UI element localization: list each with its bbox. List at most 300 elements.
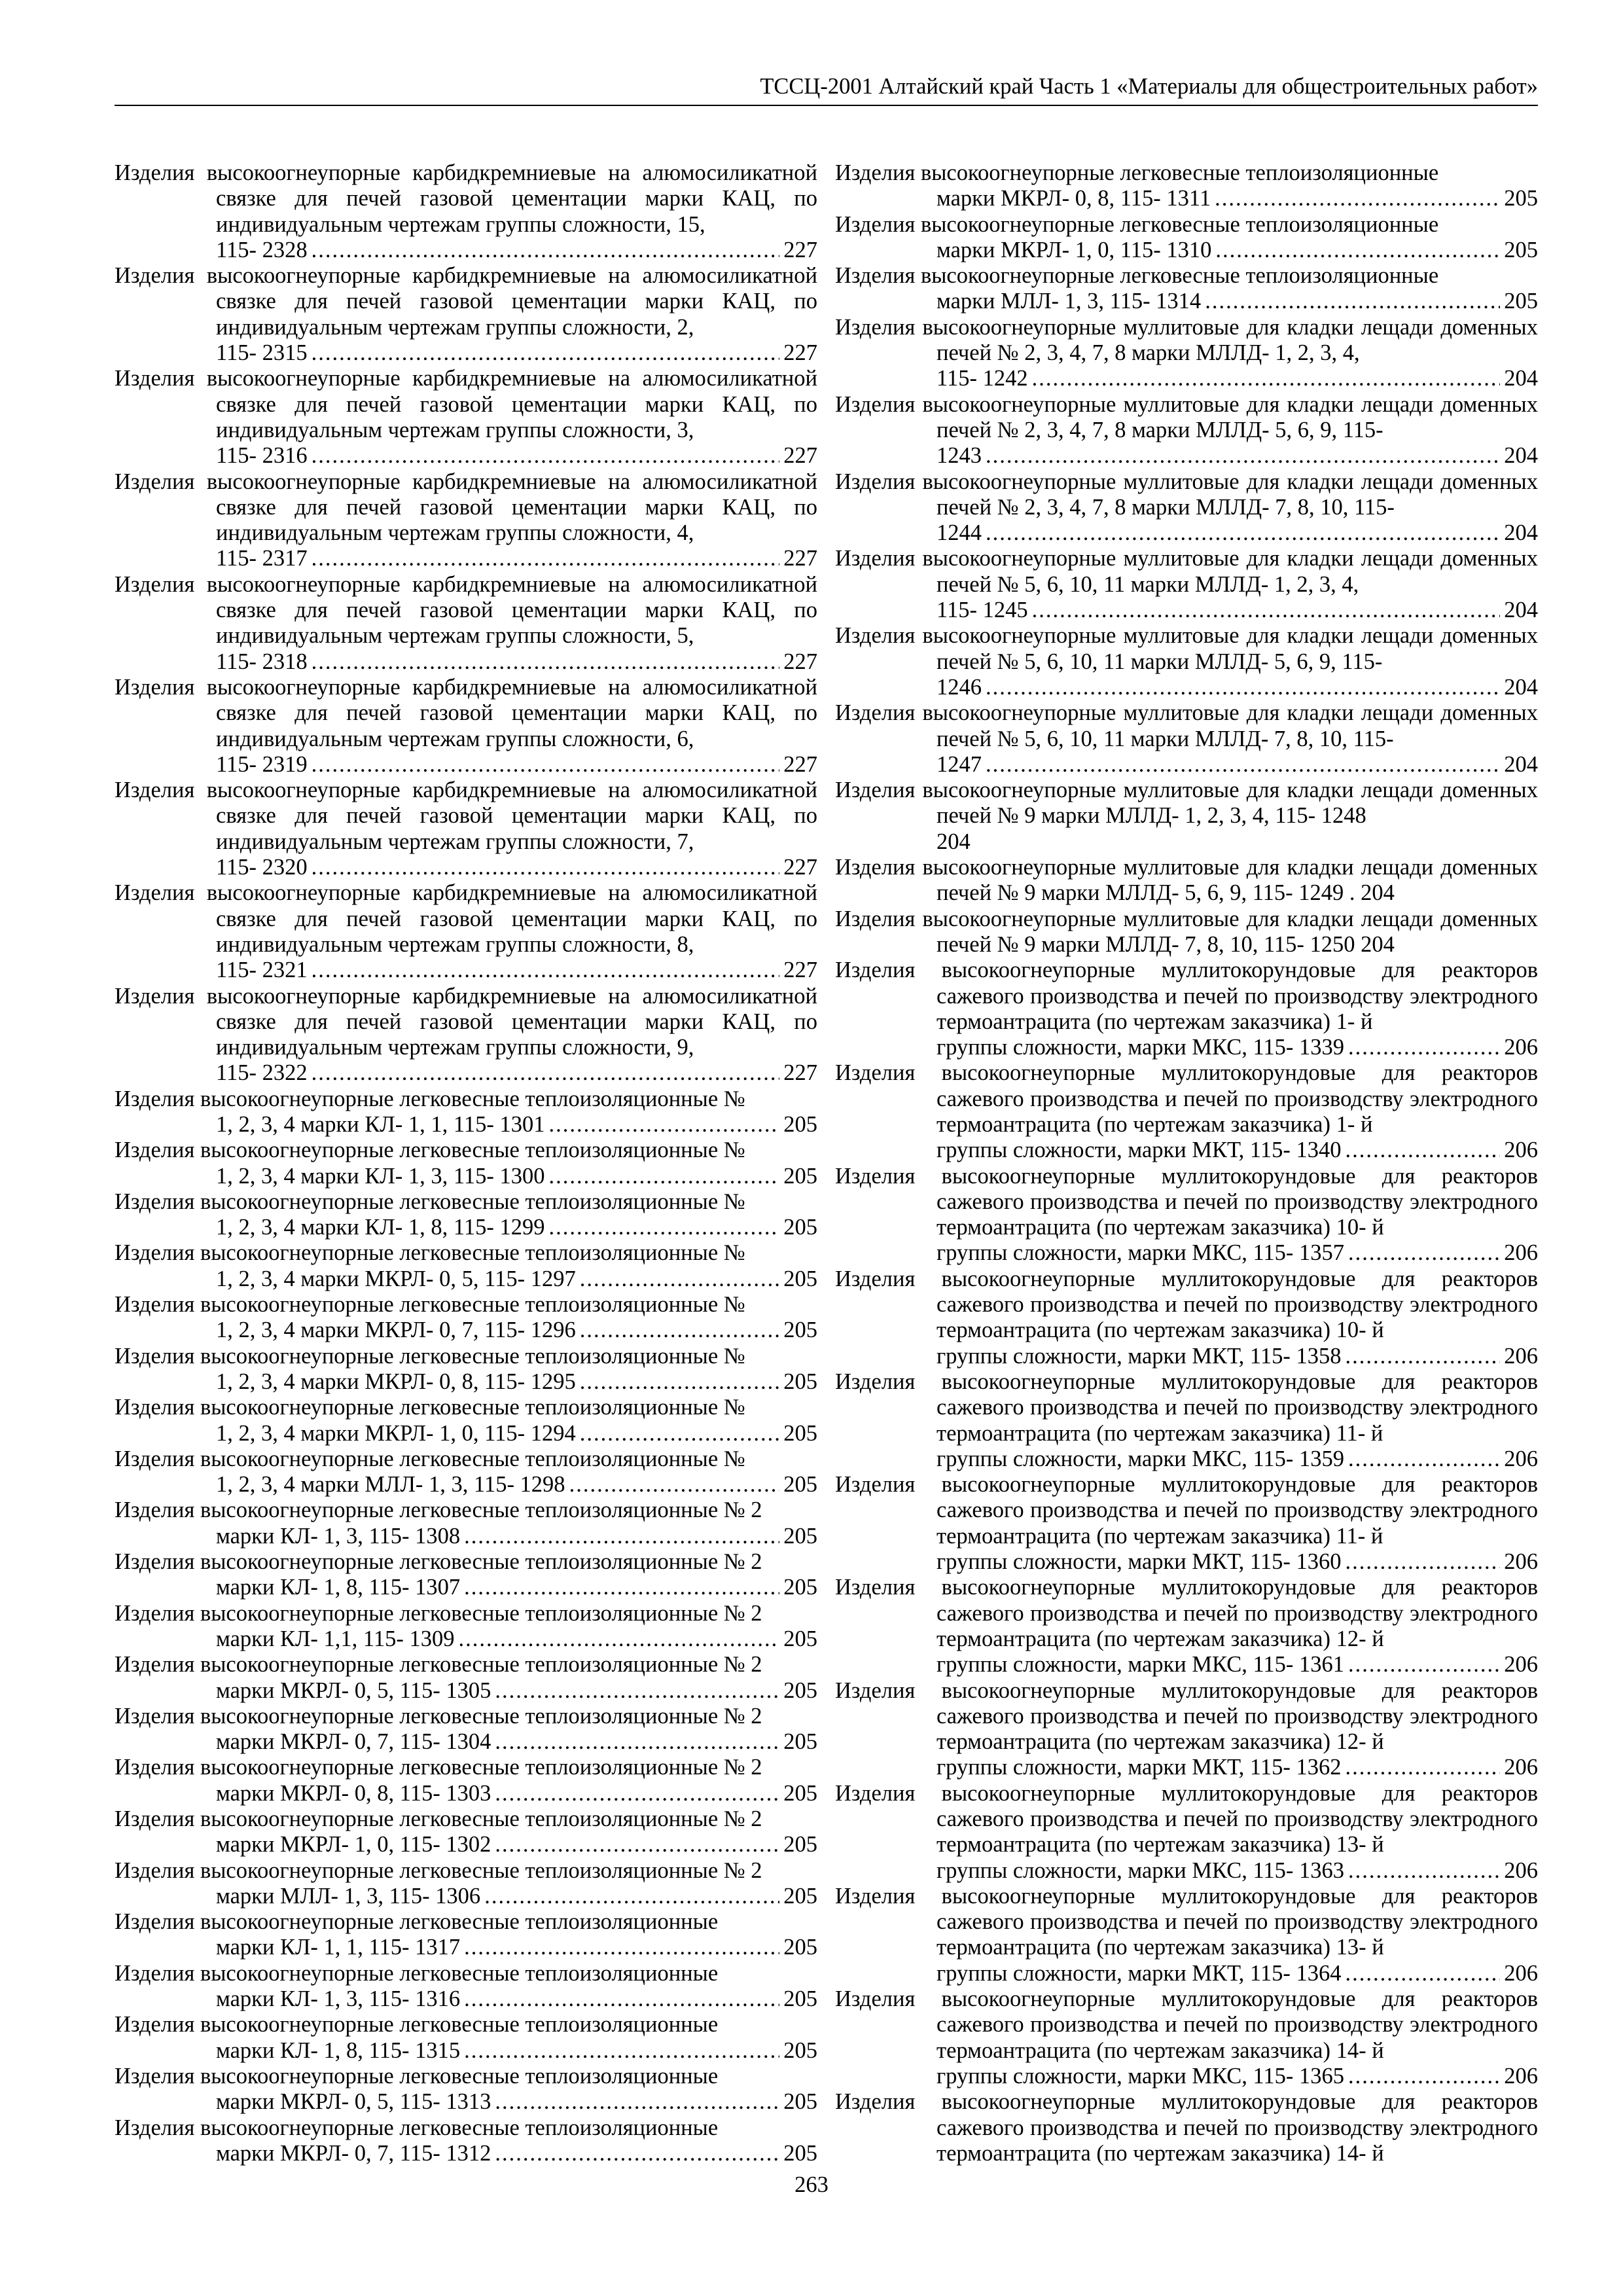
- entry-page-ref: 204: [1504, 366, 1538, 391]
- index-entry: [115, 366, 817, 469]
- dot-leader: [549, 1215, 780, 1240]
- index-entry: [115, 778, 817, 880]
- index-entry: [115, 1446, 817, 1498]
- entry-code: группы сложности, марки МКТ, 115- 1358: [936, 1343, 1342, 1369]
- entry-page-ref: 227: [783, 958, 817, 983]
- dot-leader: [495, 2089, 779, 2115]
- index-entry: [115, 1704, 817, 1755]
- entry-final-line: [216, 1215, 817, 1240]
- entry-final-line: [216, 1318, 817, 1343]
- index-entry: [115, 1498, 817, 1549]
- index-entry: [115, 469, 817, 572]
- entry-page-ref: 205: [783, 2037, 817, 2063]
- index-entry: [115, 572, 817, 675]
- running-header: ТССЦ-2001 Алтайский край Часть 1 «Материалы для общестроительных работ»: [760, 74, 1538, 99]
- index-entry: [115, 1909, 817, 1961]
- entry-text: Изделия высокоогнеупорные карбидкремниевые на алюмосиликатной связке для печей газовой цементации марки КАЦ, по индивидуальным чертежам группы сложности, 4,: [115, 469, 817, 546]
- entry-final-line: [216, 752, 817, 778]
- entry-page-ref: 204: [936, 829, 971, 854]
- entry-final-line: [216, 1832, 817, 1857]
- entry-text: Изделия высокоогнеупорные карбидкремниевые на алюмосиликатной связке для печей газовой цементации марки КАЦ, по индивидуальным чертежам группы сложности, 5,: [115, 571, 817, 649]
- entry-page-ref: 227: [783, 546, 817, 571]
- index-entry: [115, 1138, 817, 1189]
- dot-leader: [495, 1832, 779, 1857]
- entry-page-ref: 205: [783, 1523, 817, 1549]
- entry-code: марки МКРЛ- 0, 5, 115- 1313: [216, 2089, 491, 2115]
- dot-leader: [1348, 1858, 1500, 1884]
- index-entry: [115, 1086, 817, 1138]
- index-entry: [115, 1344, 817, 1395]
- entry-final-line: [216, 1678, 817, 1704]
- entry-text: Изделия высокоогнеупорные муллитовые для кладки лещади доменных печей № 2, 3, 4, 7, 8 марки МЛЛД- 1, 2, 3, 4,: [835, 314, 1538, 366]
- entry-final-line: [936, 1240, 1538, 1266]
- entry-final-line: [216, 1060, 817, 1086]
- entry-final-line: [936, 1344, 1538, 1369]
- entry-page-ref: 205: [783, 1626, 817, 1651]
- entry-code: 1, 2, 3, 4 марки МКРЛ- 1, 0, 115- 1294: [216, 1420, 576, 1446]
- entry-text: Изделия высокоогнеупорные муллитокорундовые для реакторов сажевого производства и печей по производству электродного термоантрацита (по чертежам заказчика) 1- й: [835, 958, 1538, 1034]
- entry-page-ref: 227: [783, 340, 817, 366]
- index-entry: [115, 1549, 817, 1601]
- entry-text: Изделия высокоогнеупорные муллитокорундовые для реакторов сажевого производства и печей по производству электродного термоантрацита (по чертежам заказчика) 10- й: [835, 1163, 1538, 1240]
- entry-text: Изделия высокоогнеупорные легковесные теплоизоляционные № 2: [115, 1498, 762, 1523]
- entry-page-ref: 204: [1504, 598, 1538, 623]
- entry-final-line: [936, 598, 1538, 623]
- entry-text: Изделия высокоогнеупорные муллитокорундовые для реакторов сажевого производства и печей по производству электродного термоантрацита (по чертежам заказчика) 1- й: [835, 1060, 1538, 1137]
- entry-text: Изделия высокоогнеупорные карбидкремниевые на алюмосиликатной связке для печей газовой цементации марки КАЦ, по индивидуальным чертежам группы сложности, 15,: [115, 160, 817, 237]
- dot-leader: [1346, 1755, 1501, 1780]
- entry-text: Изделия высокоогнеупорные легковесные теплоизоляционные: [835, 160, 1439, 185]
- entry-page-ref: 205: [1504, 186, 1538, 211]
- entry-text: Изделия высокоогнеупорные муллитовые для кладки лещади доменных печей № 5, 6, 10, 11 марки МЛЛД- 5, 6, 9, 115-: [835, 623, 1538, 674]
- index-column-left: [115, 160, 817, 2166]
- entry-page-ref: 205: [1504, 237, 1538, 262]
- dot-leader: [1215, 186, 1500, 211]
- entry-text: Изделия высокоогнеупорные муллитокорундовые для реакторов сажевого производства и печей по производству электродного термоантрацита (по чертежам заказчика) 11- й: [835, 1472, 1538, 1549]
- entry-final-line: [216, 1421, 817, 1446]
- entry-final-line: [936, 520, 1538, 546]
- entry-final-line: [216, 1986, 817, 2012]
- index-entry: [835, 1060, 1538, 1163]
- index-entry: [835, 469, 1538, 547]
- entry-code: 115- 1245: [936, 598, 1028, 623]
- entry-code: 115- 2322: [216, 1060, 308, 1086]
- entry-code: марки МКРЛ- 1, 0, 115- 1310: [936, 237, 1212, 262]
- entry-code: 1, 2, 3, 4 марки МКРЛ- 0, 8, 115- 1295: [216, 1369, 576, 1394]
- dot-leader: [1205, 289, 1500, 314]
- index-entry: [115, 1395, 817, 1446]
- index-entry: [835, 1884, 1538, 1986]
- entry-page-ref: 205: [783, 1318, 817, 1343]
- entry-code: 1, 2, 3, 4 марки МКРЛ- 0, 5, 115- 1297: [216, 1266, 576, 1291]
- entry-page-ref: 204: [1504, 674, 1538, 700]
- entry-page-ref: 205: [783, 1266, 817, 1291]
- entry-final-line: [936, 2064, 1538, 2089]
- entry-final-line: [936, 1858, 1538, 1884]
- entry-page-ref: 206: [1504, 1857, 1538, 1883]
- entry-page-ref: 227: [783, 443, 817, 469]
- entry-page-ref: 204: [1504, 751, 1538, 777]
- entry-code: группы сложности, марки МКТ, 115- 1340: [936, 1138, 1342, 1163]
- dot-leader: [312, 238, 780, 263]
- entry-code: 1, 2, 3, 4 марки КЛ- 1, 3, 115- 1300: [216, 1163, 545, 1189]
- dot-leader: [464, 1935, 779, 1960]
- entry-text: Изделия высокоогнеупорные легковесные теплоизоляционные №: [115, 1395, 745, 1420]
- entry-text: Изделия высокоогнеупорные муллитокорундовые для реакторов сажевого производства и печей по производству электродного термоантрацита (по чертежам заказчика) 11- й: [835, 1369, 1538, 1446]
- entry-page-ref: 227: [783, 855, 817, 880]
- entry-text: Изделия высокоогнеупорные муллитовые для кладки лещади доменных печей № 9 марки МЛЛД- 7, 8, 10, 115- 1250 204: [835, 906, 1538, 957]
- entry-final-line: [216, 2089, 817, 2115]
- entry-code: марки КЛ- 1, 8, 115- 1315: [216, 2037, 461, 2063]
- index-entry: [835, 1369, 1538, 1472]
- entry-page-ref: 205: [783, 2089, 817, 2115]
- entry-page-ref: 205: [783, 1472, 817, 1498]
- entry-text: Изделия высокоогнеупорные карбидкремниевые на алюмосиликатной связке для печей газовой цементации марки КАЦ, по индивидуальным чертежам группы сложности, 9,: [115, 983, 817, 1060]
- dot-leader: [1032, 598, 1501, 623]
- entry-code: марки МКРЛ- 0, 5, 115- 1305: [216, 1677, 491, 1703]
- entry-page-ref: 227: [783, 649, 817, 674]
- entry-page-ref: 205: [783, 1729, 817, 1755]
- entry-text: Изделия высокоогнеупорные легковесные теплоизоляционные: [835, 263, 1439, 289]
- index-entry: [835, 1266, 1538, 1369]
- entry-final-line: [936, 752, 1538, 778]
- entry-final-line: [216, 2141, 817, 2166]
- entry-text: Изделия высокоогнеупорные легковесные теплоизоляционные №: [115, 1240, 745, 1266]
- dot-leader: [549, 1112, 780, 1138]
- entry-code: 115- 2319: [216, 751, 308, 777]
- entry-page-ref: 206: [1504, 1960, 1538, 1986]
- dot-leader: [986, 443, 1500, 469]
- dot-leader: [464, 1575, 779, 1600]
- entry-final-line: [936, 1961, 1538, 1986]
- entry-text: Изделия высокоогнеупорные карбидкремниевые на алюмосиликатной связке для печей газовой цементации марки КАЦ, по индивидуальным чертежам группы сложности, 3,: [115, 366, 817, 442]
- entry-page-ref: 205: [783, 1575, 817, 1600]
- entry-page-ref: 206: [1504, 1549, 1538, 1575]
- dot-leader: [1346, 1549, 1501, 1575]
- index-entry: [835, 263, 1538, 315]
- entry-page-ref: 227: [783, 237, 817, 262]
- dot-leader: [580, 1421, 779, 1446]
- dot-leader: [495, 1729, 779, 1755]
- entry-code: марки КЛ- 1, 3, 115- 1308: [216, 1523, 461, 1549]
- entry-final-line: [936, 1446, 1538, 1472]
- dot-leader: [495, 2141, 779, 2166]
- dot-leader: [580, 1266, 779, 1292]
- dot-leader: [495, 1678, 779, 1704]
- dot-leader: [312, 752, 780, 778]
- entry-code: группы сложности, марки МКТ, 115- 1362: [936, 1755, 1342, 1780]
- entry-text: Изделия высокоогнеупорные легковесные теплоизоляционные № 2: [115, 1703, 762, 1729]
- entry-text: Изделия высокоогнеупорные легковесные теплоизоляционные № 2: [115, 1652, 762, 1677]
- entry-final-line: [216, 649, 817, 675]
- index-entry: [115, 1755, 817, 1806]
- index-entry: [115, 1652, 817, 1704]
- entry-final-line: [216, 855, 817, 880]
- entry-page-ref: 206: [1504, 1652, 1538, 1677]
- index-entry: [835, 958, 1538, 1060]
- entry-text: Изделия высокоогнеупорные муллитовые для кладки лещади доменных печей № 5, 6, 10, 11 марки МЛЛД- 7, 8, 10, 115-: [835, 700, 1538, 751]
- dot-leader: [569, 1472, 780, 1498]
- entry-code: 1246: [936, 674, 982, 700]
- entry-text: Изделия высокоогнеупорные легковесные теплоизоляционные: [115, 2115, 719, 2140]
- index-entry: [115, 880, 817, 983]
- index-entry: [115, 1189, 817, 1241]
- entry-code: марки КЛ- 1, 3, 115- 1316: [216, 1986, 461, 2012]
- index-entry: [835, 212, 1538, 264]
- entry-final-line: [216, 1575, 817, 1600]
- entry-code: группы сложности, марки МКС, 115- 1363: [936, 1857, 1345, 1883]
- entry-text: Изделия высокоогнеупорные муллитокорундовые для реакторов сажевого производства и печей по производству электродного термоантрацита (по чертежам заказчика) 13- й: [835, 1883, 1538, 1960]
- dot-leader: [312, 1060, 780, 1086]
- entry-code: 115- 2318: [216, 649, 308, 674]
- entry-final-line: [216, 443, 817, 469]
- entry-final-line: [216, 1729, 817, 1755]
- entry-final-line: [936, 1549, 1538, 1575]
- entry-final-line: [216, 1472, 817, 1498]
- entry-page-ref: 205: [783, 1677, 817, 1703]
- index-entry: [835, 906, 1538, 958]
- index-entry: [835, 1472, 1538, 1575]
- dot-leader: [1032, 366, 1501, 391]
- entry-text: Изделия высокоогнеупорные муллитокорундовые для реакторов сажевого производства и печей по производству электродного термоантрацита (по чертежам заказчика) 12- й: [835, 1575, 1538, 1651]
- entry-page-ref: 205: [783, 1832, 817, 1857]
- entry-final-line: [216, 2038, 817, 2064]
- entry-code: группы сложности, марки МКС, 115- 1339: [936, 1035, 1345, 1060]
- entry-text: Изделия высокоогнеупорные легковесные теплоизоляционные: [115, 2063, 719, 2089]
- entry-text: Изделия высокоогнеупорные легковесные теплоизоляционные: [115, 1909, 719, 1935]
- entry-final-line: [216, 1524, 817, 1549]
- entry-text: Изделия высокоогнеупорные легковесные теплоизоляционные №: [115, 1446, 745, 1471]
- dot-leader: [312, 855, 780, 880]
- entry-text: Изделия высокоогнеупорные легковесные теплоизоляционные: [115, 1960, 719, 1986]
- entry-final-line: [936, 366, 1538, 391]
- index-entry: [835, 1986, 1538, 2089]
- entry-code: 1247: [936, 751, 982, 777]
- entry-code: 1243: [936, 443, 982, 469]
- entry-page-ref: 205: [783, 1111, 817, 1137]
- entry-page-ref: 206: [1504, 1446, 1538, 1471]
- dot-leader: [312, 443, 780, 469]
- entry-code: группы сложности, марки МКТ, 115- 1360: [936, 1549, 1342, 1575]
- entry-page-ref: 227: [783, 1060, 817, 1086]
- entry-code: марки МКРЛ- 0, 8, 115- 1303: [216, 1780, 491, 1806]
- dot-leader: [495, 1781, 779, 1806]
- dot-leader: [1346, 1344, 1501, 1369]
- entry-page-ref: 205: [783, 1986, 817, 2012]
- entry-text: Изделия высокоогнеупорные муллитокорундовые для реакторов сажевого производства и печей по производству электродного термоантрацита (по чертежам заказчика) 13- й: [835, 1780, 1538, 1857]
- dot-leader: [986, 675, 1500, 700]
- index-entry: [115, 1806, 817, 1858]
- index-entry: [835, 855, 1538, 906]
- index-entry: [835, 315, 1538, 392]
- entry-page-ref: 206: [1504, 1035, 1538, 1060]
- entry-code: марки МКРЛ- 0, 8, 115- 1311: [936, 186, 1211, 211]
- entry-final-line: [936, 675, 1538, 700]
- entry-text: Изделия высокоогнеупорные муллитокорундовые для реакторов сажевого производства и печей по производству электродного термоантрацита (по чертежам заказчика) 14- й: [835, 2089, 1538, 2166]
- entry-page-ref: 205: [783, 1935, 817, 1960]
- dot-leader: [312, 649, 780, 675]
- dot-leader: [1348, 1240, 1500, 1266]
- index-entry: [115, 1601, 817, 1653]
- index-entry: [115, 2115, 817, 2167]
- dot-leader: [1348, 1652, 1500, 1677]
- entry-final-line: [936, 186, 1538, 211]
- entry-text: Изделия высокоогнеупорные легковесные теплоизоляционные №: [115, 1343, 745, 1369]
- index-entry: [835, 623, 1538, 700]
- entry-code: 115- 2328: [216, 237, 308, 262]
- dot-leader: [464, 1524, 779, 1549]
- entry-page-ref: 205: [783, 1163, 817, 1189]
- entry-final-line: [216, 1164, 817, 1189]
- dot-leader: [580, 1369, 779, 1395]
- index-entry: [835, 1678, 1538, 1781]
- entry-final-line: [936, 1138, 1538, 1163]
- entry-text: Изделия высокоогнеупорные карбидкремниевые на алюмосиликатной связке для печей газовой цементации марки КАЦ, по индивидуальным чертежам группы сложности, 8,: [115, 880, 817, 957]
- index-entry: [115, 1961, 817, 2013]
- entry-code: марки МКРЛ- 0, 7, 115- 1312: [216, 2140, 491, 2166]
- entry-final-line: [216, 1369, 817, 1395]
- entry-page-ref: 205: [783, 1780, 817, 1806]
- entry-final-line: [216, 340, 817, 366]
- dot-leader: [1346, 1961, 1501, 1986]
- entry-code: 115- 2315: [216, 340, 308, 366]
- entry-code: группы сложности, марки МКС, 115- 1365: [936, 2063, 1345, 2089]
- entry-code: марки МКРЛ- 1, 0, 115- 1302: [216, 1832, 491, 1857]
- entry-text: Изделия высокоогнеупорные муллитокорундовые для реакторов сажевого производства и печей по производству электродного термоантрацита (по чертежам заказчика) 12- й: [835, 1677, 1538, 1755]
- entry-code: 1, 2, 3, 4 марки МКРЛ- 0, 7, 115- 1296: [216, 1318, 576, 1343]
- entry-final-line: [216, 1112, 817, 1138]
- entry-code: 115- 2320: [216, 855, 308, 880]
- dot-leader: [459, 1626, 780, 1652]
- entry-text: Изделия высокоогнеупорные легковесные теплоизоляционные № 2: [115, 1600, 762, 1626]
- dot-leader: [1348, 2064, 1500, 2089]
- entry-page-ref: 205: [783, 1369, 817, 1394]
- entry-code: 115- 2317: [216, 546, 308, 571]
- index-entry: [115, 160, 817, 263]
- entry-code: марки КЛ- 1, 8, 115- 1307: [216, 1575, 461, 1600]
- entry-page-ref: 206: [1504, 1240, 1538, 1266]
- entry-final-line: [936, 1035, 1538, 1060]
- entry-code: группы сложности, марки МКС, 115- 1359: [936, 1446, 1345, 1471]
- entry-text: Изделия высокоогнеупорные муллитовые для кладки лещади доменных печей № 2, 3, 4, 7, 8 марки МЛЛД- 7, 8, 10, 115-: [835, 469, 1538, 520]
- dot-leader: [464, 2038, 779, 2064]
- entry-page-ref: 204: [1504, 520, 1538, 546]
- index-entry: [115, 2012, 817, 2064]
- entry-final-line: [936, 1755, 1538, 1780]
- entry-text: Изделия высокоогнеупорные легковесные теплоизоляционные №: [115, 1086, 745, 1111]
- dot-leader: [580, 1318, 779, 1343]
- index-entry: [835, 546, 1538, 623]
- index-entry: [115, 984, 817, 1086]
- entry-text: Изделия высокоогнеупорные муллитокорундовые для реакторов сажевого производства и печей по производству электродного термоантрацита (по чертежам заказчика) 14- й: [835, 1986, 1538, 2063]
- entry-final-line: [216, 1626, 817, 1652]
- entry-code: группы сложности, марки МКС, 115- 1361: [936, 1652, 1345, 1677]
- entry-text: Изделия высокоогнеупорные легковесные теплоизоляционные №: [115, 1189, 745, 1214]
- entry-page-ref: 205: [783, 2140, 817, 2166]
- entry-page-ref: 205: [783, 1883, 817, 1909]
- entry-page-ref: 206: [1504, 1138, 1538, 1163]
- dot-leader: [986, 520, 1500, 546]
- dot-leader: [986, 752, 1500, 778]
- index-entry: [115, 675, 817, 778]
- entry-text: Изделия высокоогнеупорные карбидкремниевые на алюмосиликатной связке для печей газовой цементации марки КАЦ, по индивидуальным чертежам группы сложности, 7,: [115, 778, 817, 854]
- entry-text: Изделия высокоогнеупорные легковесные теплоизоляционные №: [115, 1138, 745, 1163]
- index-entry: [115, 1858, 817, 1910]
- entry-final-line: [936, 443, 1538, 469]
- dot-leader: [1346, 1138, 1501, 1163]
- dot-leader: [464, 1986, 779, 2012]
- index-entry: [835, 700, 1538, 778]
- entry-page-ref: 205: [783, 1420, 817, 1446]
- header-rule: [115, 105, 1538, 106]
- entry-text: Изделия высокоогнеупорные легковесные теплоизоляционные № 2: [115, 1857, 762, 1883]
- entry-final-line: [216, 238, 817, 263]
- entry-final-line: [216, 1266, 817, 1292]
- index-entry: [835, 392, 1538, 469]
- dot-leader: [549, 1164, 780, 1189]
- index-entry: [115, 1240, 817, 1292]
- entry-code: 115- 1242: [936, 366, 1028, 391]
- entry-code: 1, 2, 3, 4 марки МЛЛ- 1, 3, 115- 1298: [216, 1472, 565, 1498]
- entry-code: марки МКРЛ- 0, 7, 115- 1304: [216, 1729, 491, 1755]
- entry-final-line: [216, 1781, 817, 1806]
- entry-text: Изделия высокоогнеупорные легковесные теплоизоляционные №: [115, 1292, 745, 1318]
- entry-code: группы сложности, марки МКС, 115- 1357: [936, 1240, 1345, 1266]
- index-entry: [835, 1781, 1538, 1884]
- page-number: 263: [794, 2172, 829, 2197]
- entry-text: Изделия высокоогнеупорные карбидкремниевые на алюмосиликатной связке для печей газовой цементации марки КАЦ, по индивидуальным чертежам группы сложности, 6,: [115, 674, 817, 751]
- index-entry: [835, 778, 1538, 855]
- entry-code: 115- 2321: [216, 958, 308, 983]
- index-entry: [835, 1575, 1538, 1677]
- entry-text: Изделия высокоогнеупорные муллитовые для кладки лещади доменных печей № 5, 6, 10, 11 марки МЛЛД- 1, 2, 3, 4,: [835, 546, 1538, 597]
- dot-leader: [312, 958, 780, 983]
- entry-final-line: [936, 1652, 1538, 1677]
- entry-code: 1244: [936, 520, 982, 546]
- entry-code: марки МЛЛ- 1, 3, 115- 1314: [936, 289, 1202, 314]
- index-entry: [835, 1164, 1538, 1266]
- entry-text: Изделия высокоогнеупорные легковесные теплоизоляционные № 2: [115, 1755, 762, 1780]
- index-entry: [115, 2064, 817, 2115]
- entry-final-line: [936, 238, 1538, 263]
- entry-text: Изделия высокоогнеупорные карбидкремниевые на алюмосиликатной связке для печей газовой цементации марки КАЦ, по индивидуальным чертежам группы сложности, 2,: [115, 263, 817, 340]
- entry-text: Изделия высокоогнеупорные легковесные теплоизоляционные № 2: [115, 1806, 762, 1831]
- entry-text: Изделия высокоогнеупорные легковесные теплоизоляционные: [115, 2012, 719, 2037]
- entry-page-ref: 206: [1504, 1343, 1538, 1369]
- entry-final-line: [216, 546, 817, 571]
- entry-final-line: [936, 289, 1538, 314]
- index-entry: [835, 160, 1538, 212]
- dot-leader: [1215, 238, 1500, 263]
- entry-code: марки КЛ- 1,1, 115- 1309: [216, 1626, 455, 1651]
- entry-code: 1, 2, 3, 4 марки КЛ- 1, 8, 115- 1299: [216, 1215, 545, 1240]
- entry-code: 115- 2316: [216, 443, 308, 469]
- entry-code: марки КЛ- 1, 1, 115- 1317: [216, 1935, 461, 1960]
- dot-leader: [312, 340, 780, 366]
- entry-code: группы сложности, марки МКТ, 115- 1364: [936, 1960, 1342, 1986]
- index-entry: [835, 2089, 1538, 2166]
- entry-page-ref: 206: [1504, 2063, 1538, 2089]
- entry-text: Изделия высокоогнеупорные муллитовые для кладки лещади доменных печей № 2, 3, 4, 7, 8 марки МЛЛД- 5, 6, 9, 115-: [835, 391, 1538, 442]
- index-entry: [115, 263, 817, 366]
- entry-text: Изделия высокоогнеупорные муллитовые для кладки лещади доменных печей № 9 марки МЛЛД- 1, 2, 3, 4, 115- 1248: [835, 778, 1538, 829]
- entry-page-ref: 204: [1504, 443, 1538, 469]
- entry-text: Изделия высокоогнеупорные муллитокорундовые для реакторов сажевого производства и печей по производству электродного термоантрацита (по чертежам заказчика) 10- й: [835, 1266, 1538, 1343]
- entry-text: Изделия высокоогнеупорные легковесные теплоизоляционные № 2: [115, 1549, 762, 1575]
- entry-final-line: [216, 1884, 817, 1909]
- entry-page-ref: 206: [1504, 1755, 1538, 1780]
- entry-final-line: [216, 958, 817, 983]
